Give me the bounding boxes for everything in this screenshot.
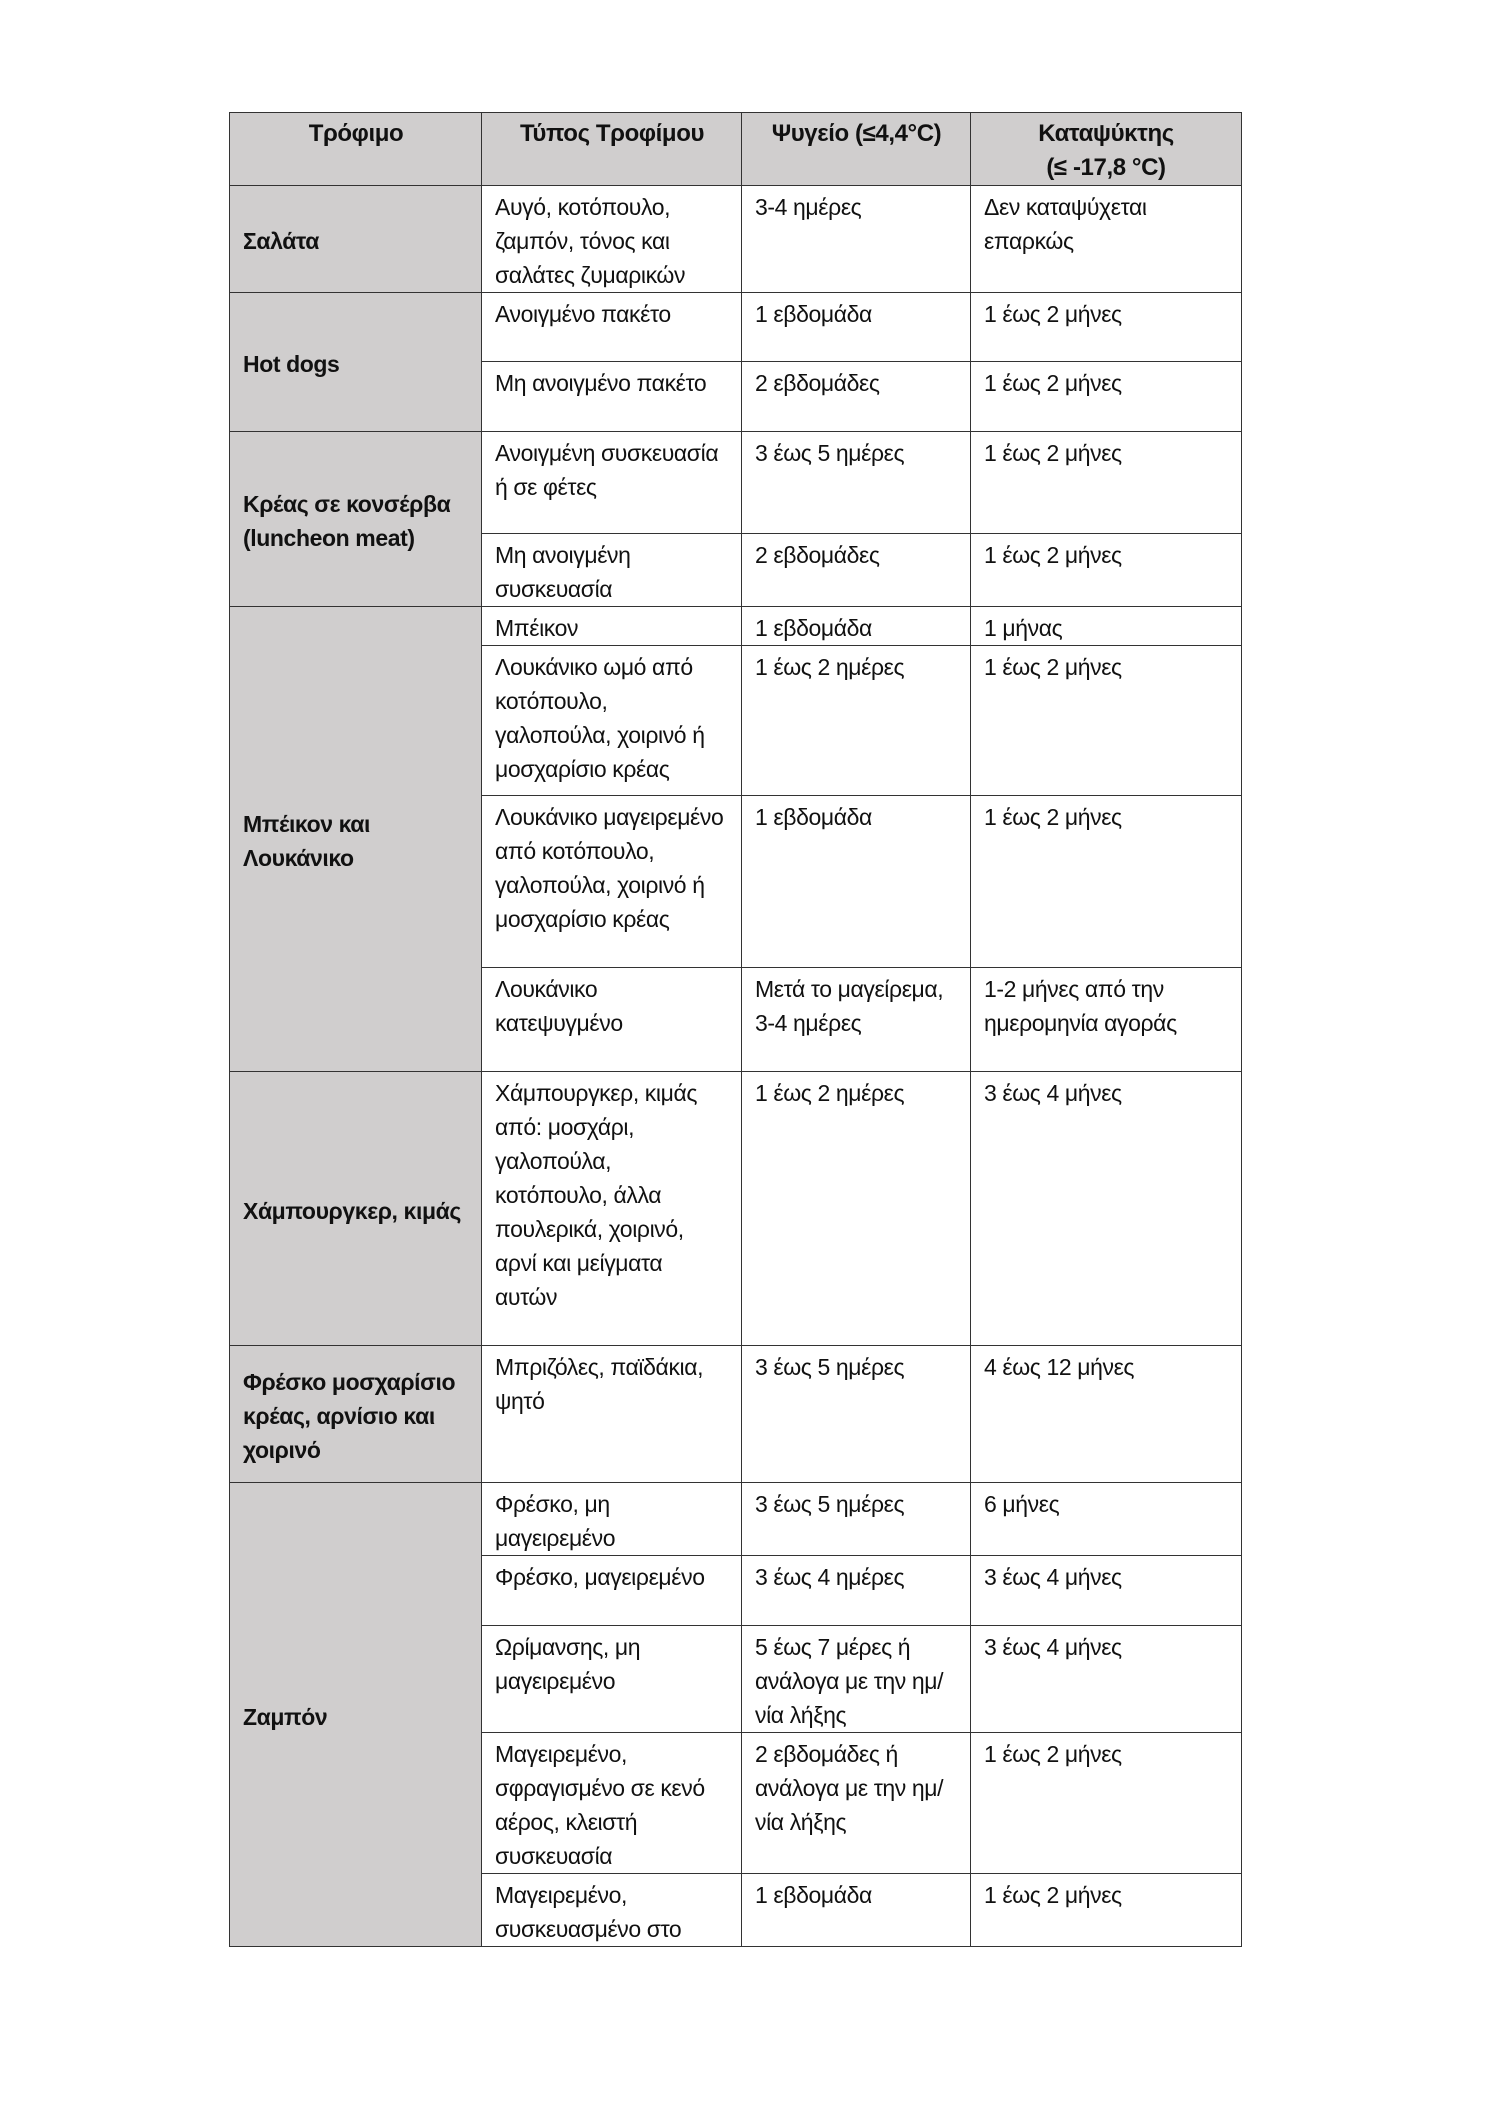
cell-fridge: 3-4 ημέρες — [742, 186, 971, 293]
cell-type: Φρέσκο, μαγειρεμένο — [482, 1556, 742, 1626]
header-food: Τρόφιμο — [230, 113, 482, 186]
cell-freezer: 1 έως 2 μήνες — [971, 293, 1242, 362]
food-name: Ζαμπόν — [230, 1483, 482, 1947]
header-freezer: Καταψύκτης (≤ -17,8 °C) — [971, 113, 1242, 186]
cell-type: Φρέσκο, μη μαγειρεμένο — [482, 1483, 742, 1556]
cell-type: Χάμπουργκερ, κιμάς από: μοσχάρι, γαλοπούλα, κοτόπουλο, άλλα πουλερικά, χοιρινό, αρνί και μείγματα αυτών — [482, 1072, 742, 1346]
header-row — [230, 113, 1242, 186]
cell-fridge: 2 εβδομάδες — [742, 362, 971, 432]
food-storage-table — [229, 112, 1242, 1947]
food-name: Σαλάτα — [230, 186, 482, 293]
cell-type: Αυγό, κοτόπουλο, ζαμπόν, τόνος και σαλάτες ζυμαρικών — [482, 186, 742, 293]
cell-freezer: 1 έως 2 μήνες — [971, 646, 1242, 796]
cell-fridge: 3 έως 5 ημέρες — [742, 1346, 971, 1483]
cell-fridge: 3 έως 4 ημέρες — [742, 1556, 971, 1626]
cell-freezer: 1 έως 2 μήνες — [971, 1874, 1242, 1947]
cell-freezer: 1 μήνας — [971, 607, 1242, 646]
food-name: Χάμπουργκερ, κιμάς — [230, 1072, 482, 1346]
cell-fridge: 1 έως 2 ημέρες — [742, 1072, 971, 1346]
cell-fridge: 5 έως 7 μέρες ή ανάλογα με την ημ/νία λήξης — [742, 1626, 971, 1733]
cell-fridge: 1 εβδομάδα — [742, 293, 971, 362]
cell-freezer: 1 έως 2 μήνες — [971, 1733, 1242, 1874]
food-name: Μπέικον και Λουκάνικο — [230, 607, 482, 1072]
cell-freezer: 3 έως 4 μήνες — [971, 1556, 1242, 1626]
food-name: Hot dogs — [230, 293, 482, 432]
cell-type: Μπέικον — [482, 607, 742, 646]
cell-type: Μαγειρεμένο, σφραγισμένο σε κενό αέρος, κλειστή συσκευασία — [482, 1733, 742, 1874]
cell-freezer: 1 έως 2 μήνες — [971, 432, 1242, 534]
cell-type: Ανοιγμένο πακέτο — [482, 293, 742, 362]
cell-type: Ανοιγμένη συσκευασία ή σε φέτες — [482, 432, 742, 534]
cell-freezer: 1 έως 2 μήνες — [971, 534, 1242, 607]
cell-type: Ωρίμανσης, μη μαγειρεμένο — [482, 1626, 742, 1733]
cell-freezer: 4 έως 12 μήνες — [971, 1346, 1242, 1483]
cell-type: Λουκάνικο κατεψυγμένο — [482, 968, 742, 1072]
cell-type: Λουκάνικο μαγειρεμένο από κοτόπουλο, γαλοπούλα, χοιρινό ή μοσχαρίσιο κρέας — [482, 796, 742, 968]
cell-fridge: 1 εβδομάδα — [742, 607, 971, 646]
table-row — [230, 1483, 1242, 1556]
cell-freezer: Δεν καταψύχεται επαρκώς — [971, 186, 1242, 293]
table-row — [230, 293, 1242, 362]
table-row — [230, 1346, 1242, 1483]
cell-fridge: 2 εβδομάδες — [742, 534, 971, 607]
cell-freezer: 6 μήνες — [971, 1483, 1242, 1556]
table-row — [230, 607, 1242, 646]
cell-fridge: 1 έως 2 ημέρες — [742, 646, 971, 796]
cell-fridge: 1 εβδομάδα — [742, 796, 971, 968]
cell-fridge: 1 εβδομάδα — [742, 1874, 971, 1947]
table-row — [230, 1072, 1242, 1346]
cell-freezer: 3 έως 4 μήνες — [971, 1626, 1242, 1733]
table-row — [230, 186, 1242, 293]
header-type: Τύπος Τροφίμου — [482, 113, 742, 186]
cell-type: Μπριζόλες, παϊδάκια, ψητό — [482, 1346, 742, 1483]
cell-fridge: 2 εβδομάδες ή ανάλογα με την ημ/νία λήξης — [742, 1733, 971, 1874]
cell-type: Μαγειρεμένο, συσκευασμένο στο — [482, 1874, 742, 1947]
header-fridge: Ψυγείο (≤4,4°C) — [742, 113, 971, 186]
cell-fridge: Μετά το μαγείρεμα, 3-4 ημέρες — [742, 968, 971, 1072]
cell-freezer: 1 έως 2 μήνες — [971, 796, 1242, 968]
food-name: Φρέσκο μοσχαρίσιο κρέας, αρνίσιο και χοιρινό — [230, 1346, 482, 1483]
cell-type: Μη ανοιγμένο πακέτο — [482, 362, 742, 432]
cell-freezer: 3 έως 4 μήνες — [971, 1072, 1242, 1346]
cell-freezer: 1 έως 2 μήνες — [971, 362, 1242, 432]
table-row — [230, 432, 1242, 534]
cell-fridge: 3 έως 5 ημέρες — [742, 432, 971, 534]
cell-type: Λουκάνικο ωμό από κοτόπουλο, γαλοπούλα, χοιρινό ή μοσχαρίσιο κρέας — [482, 646, 742, 796]
cell-freezer: 1-2 μήνες από την ημερομηνία αγοράς — [971, 968, 1242, 1072]
food-name: Κρέας σε κονσέρβα (luncheon meat) — [230, 432, 482, 607]
cell-type: Μη ανοιγμένη συσκευασία — [482, 534, 742, 607]
cell-fridge: 3 έως 5 ημέρες — [742, 1483, 971, 1556]
